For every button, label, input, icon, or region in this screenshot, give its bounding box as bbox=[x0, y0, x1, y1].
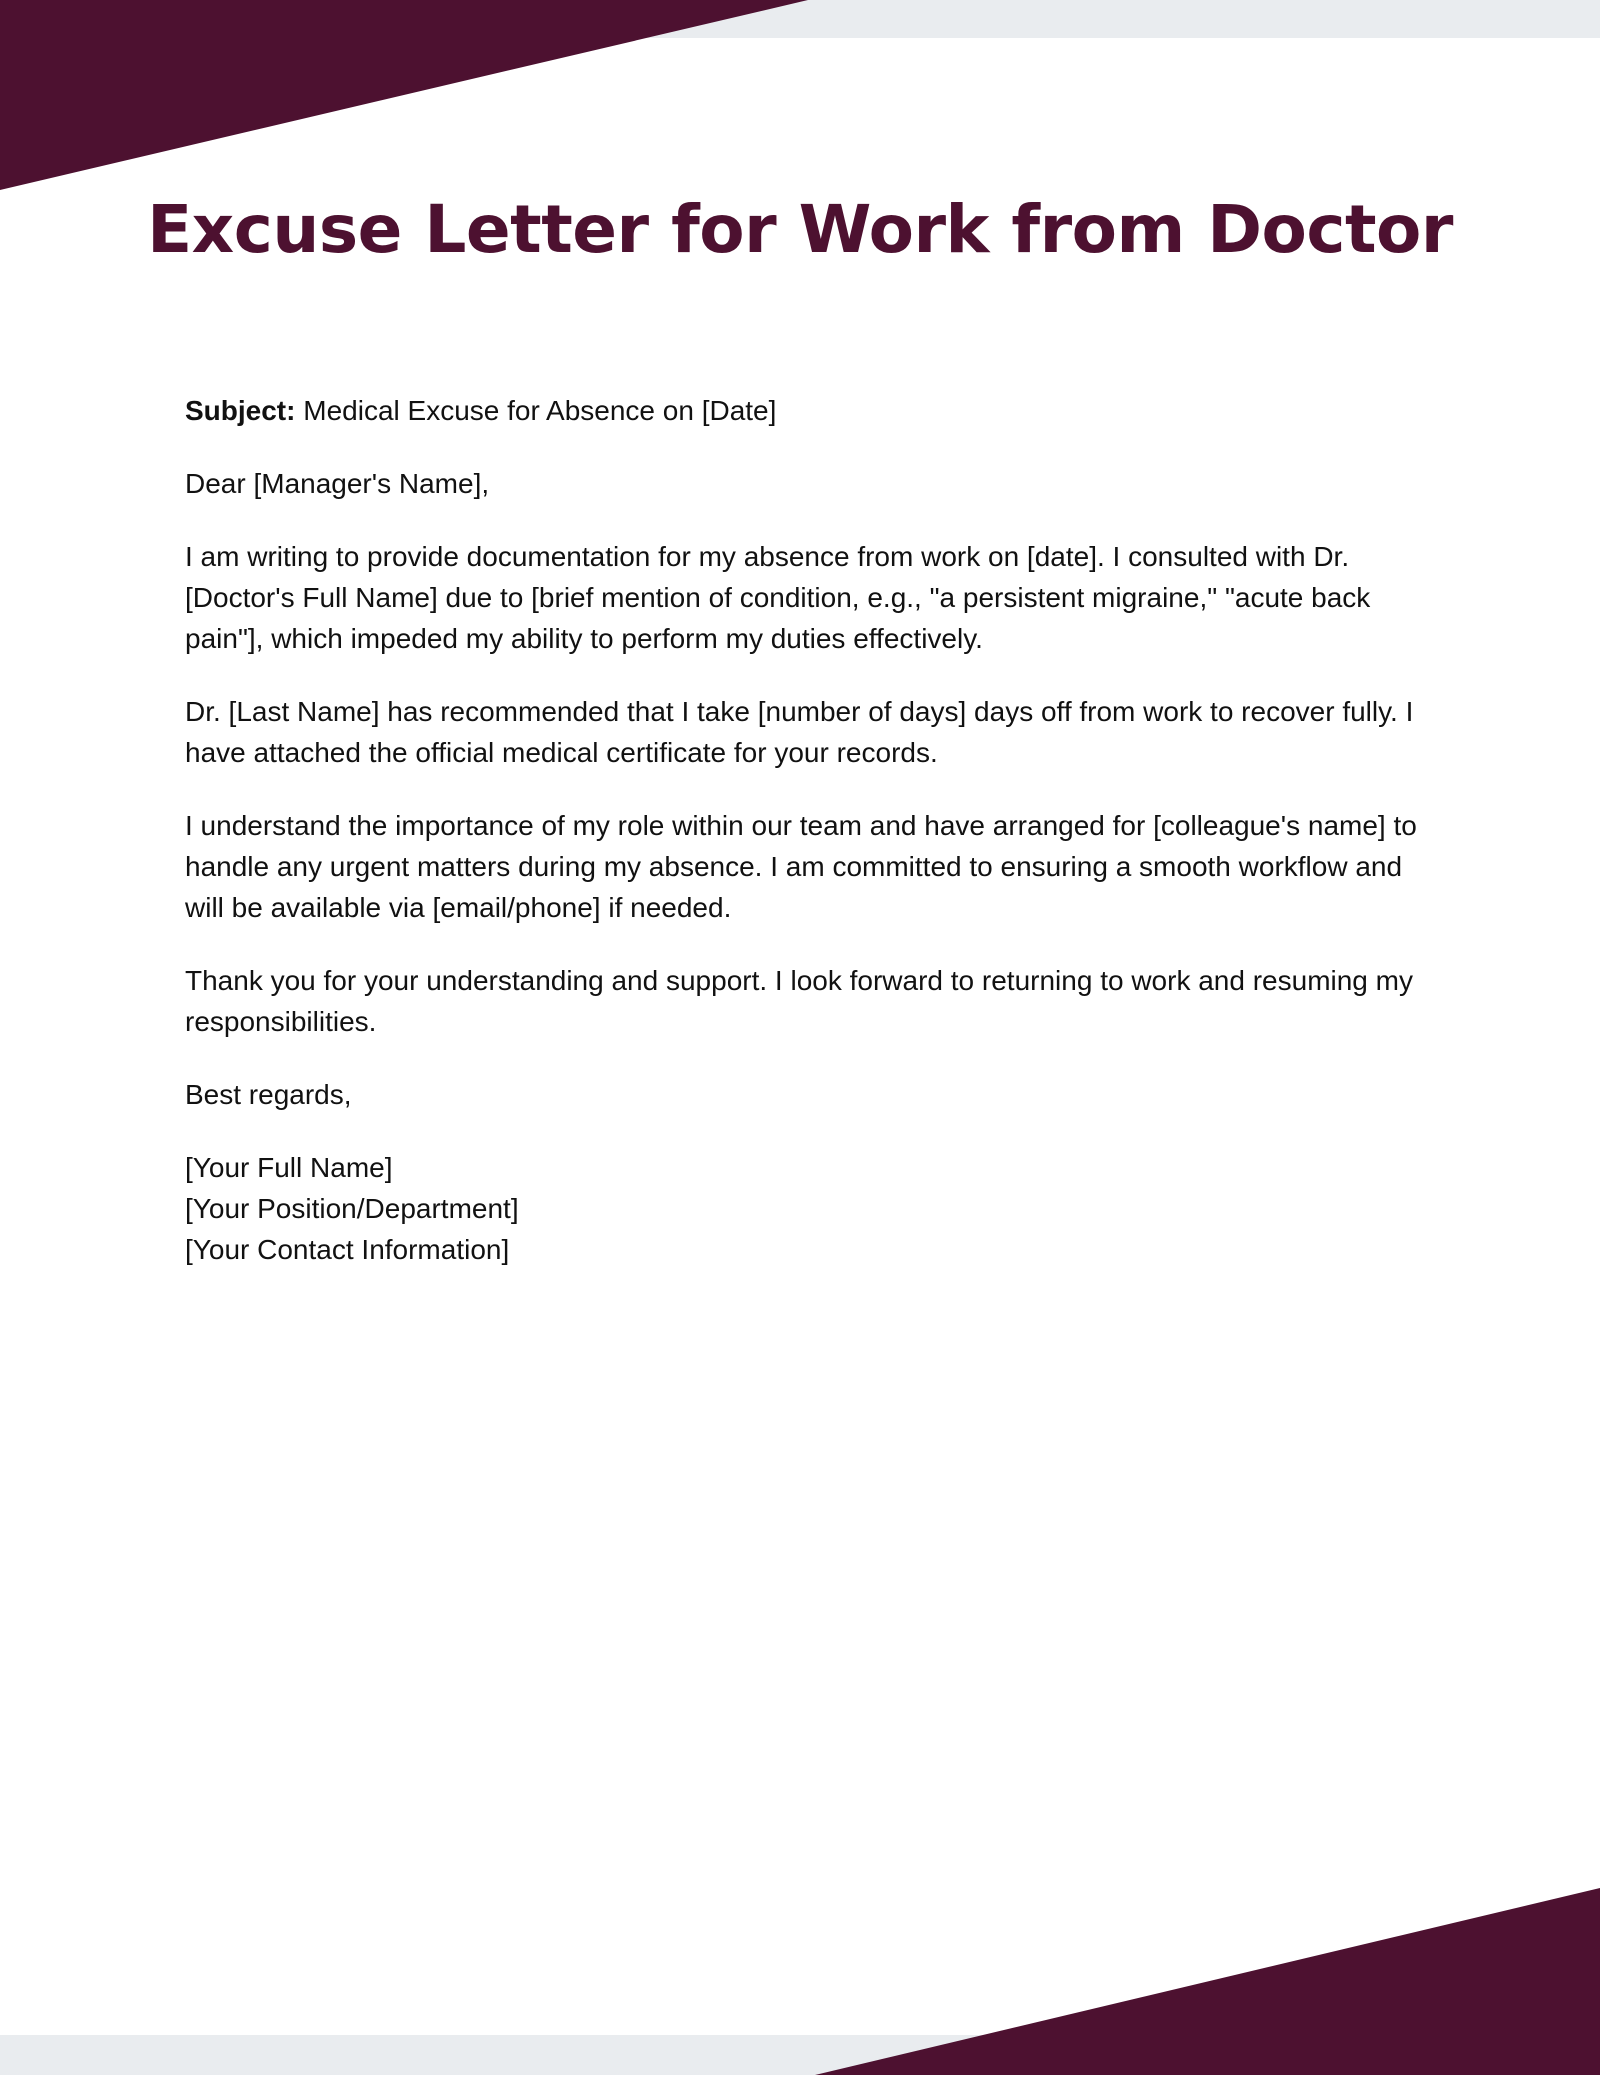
signature-position: [Your Position/Department] bbox=[185, 1193, 519, 1224]
page-title: Excuse Letter for Work from Doctor bbox=[147, 191, 1453, 268]
paragraph-documentation: I am writing to provide documentation for my absence from work on [date]. I consulted with Dr. [Doctor's Full Name] due to [brief mention of condition, e.g., "a persistent migraine," "acute back pain"], which impeded my ability to perform my duties effectively. bbox=[185, 541, 1371, 654]
paragraph-arrangements: I understand the importance of my role within our team and have arranged for [colleague's name] to handle any urgent matters during my absence. I am committed to ensuring a smooth workflow and will be available via [email/phone] if needed. bbox=[185, 810, 1417, 923]
signature-contact: [Your Contact Information] bbox=[185, 1234, 510, 1265]
closing: Best regards, bbox=[185, 1079, 352, 1110]
paragraph-thanks: Thank you for your understanding and support. I look forward to returning to work and resuming my responsibilities. bbox=[185, 965, 1413, 1037]
salutation: Dear [Manager's Name], bbox=[185, 468, 490, 499]
top-background-band bbox=[0, 0, 1600, 38]
bottom-background-band bbox=[0, 2035, 1600, 2075]
letter-body bbox=[185, 390, 1425, 1302]
signature-name: [Your Full Name] bbox=[185, 1152, 393, 1183]
subject-line bbox=[185, 390, 1425, 431]
subject-label: Subject: bbox=[185, 395, 296, 426]
paragraph-recommendation: Dr. [Last Name] has recommended that I take [number of days] days off from work to recover fully. I have attached the official medical certificate for your records. bbox=[185, 696, 1414, 768]
signature-block bbox=[185, 1147, 1425, 1270]
subject-text: Medical Excuse for Absence on [Date] bbox=[303, 395, 777, 426]
